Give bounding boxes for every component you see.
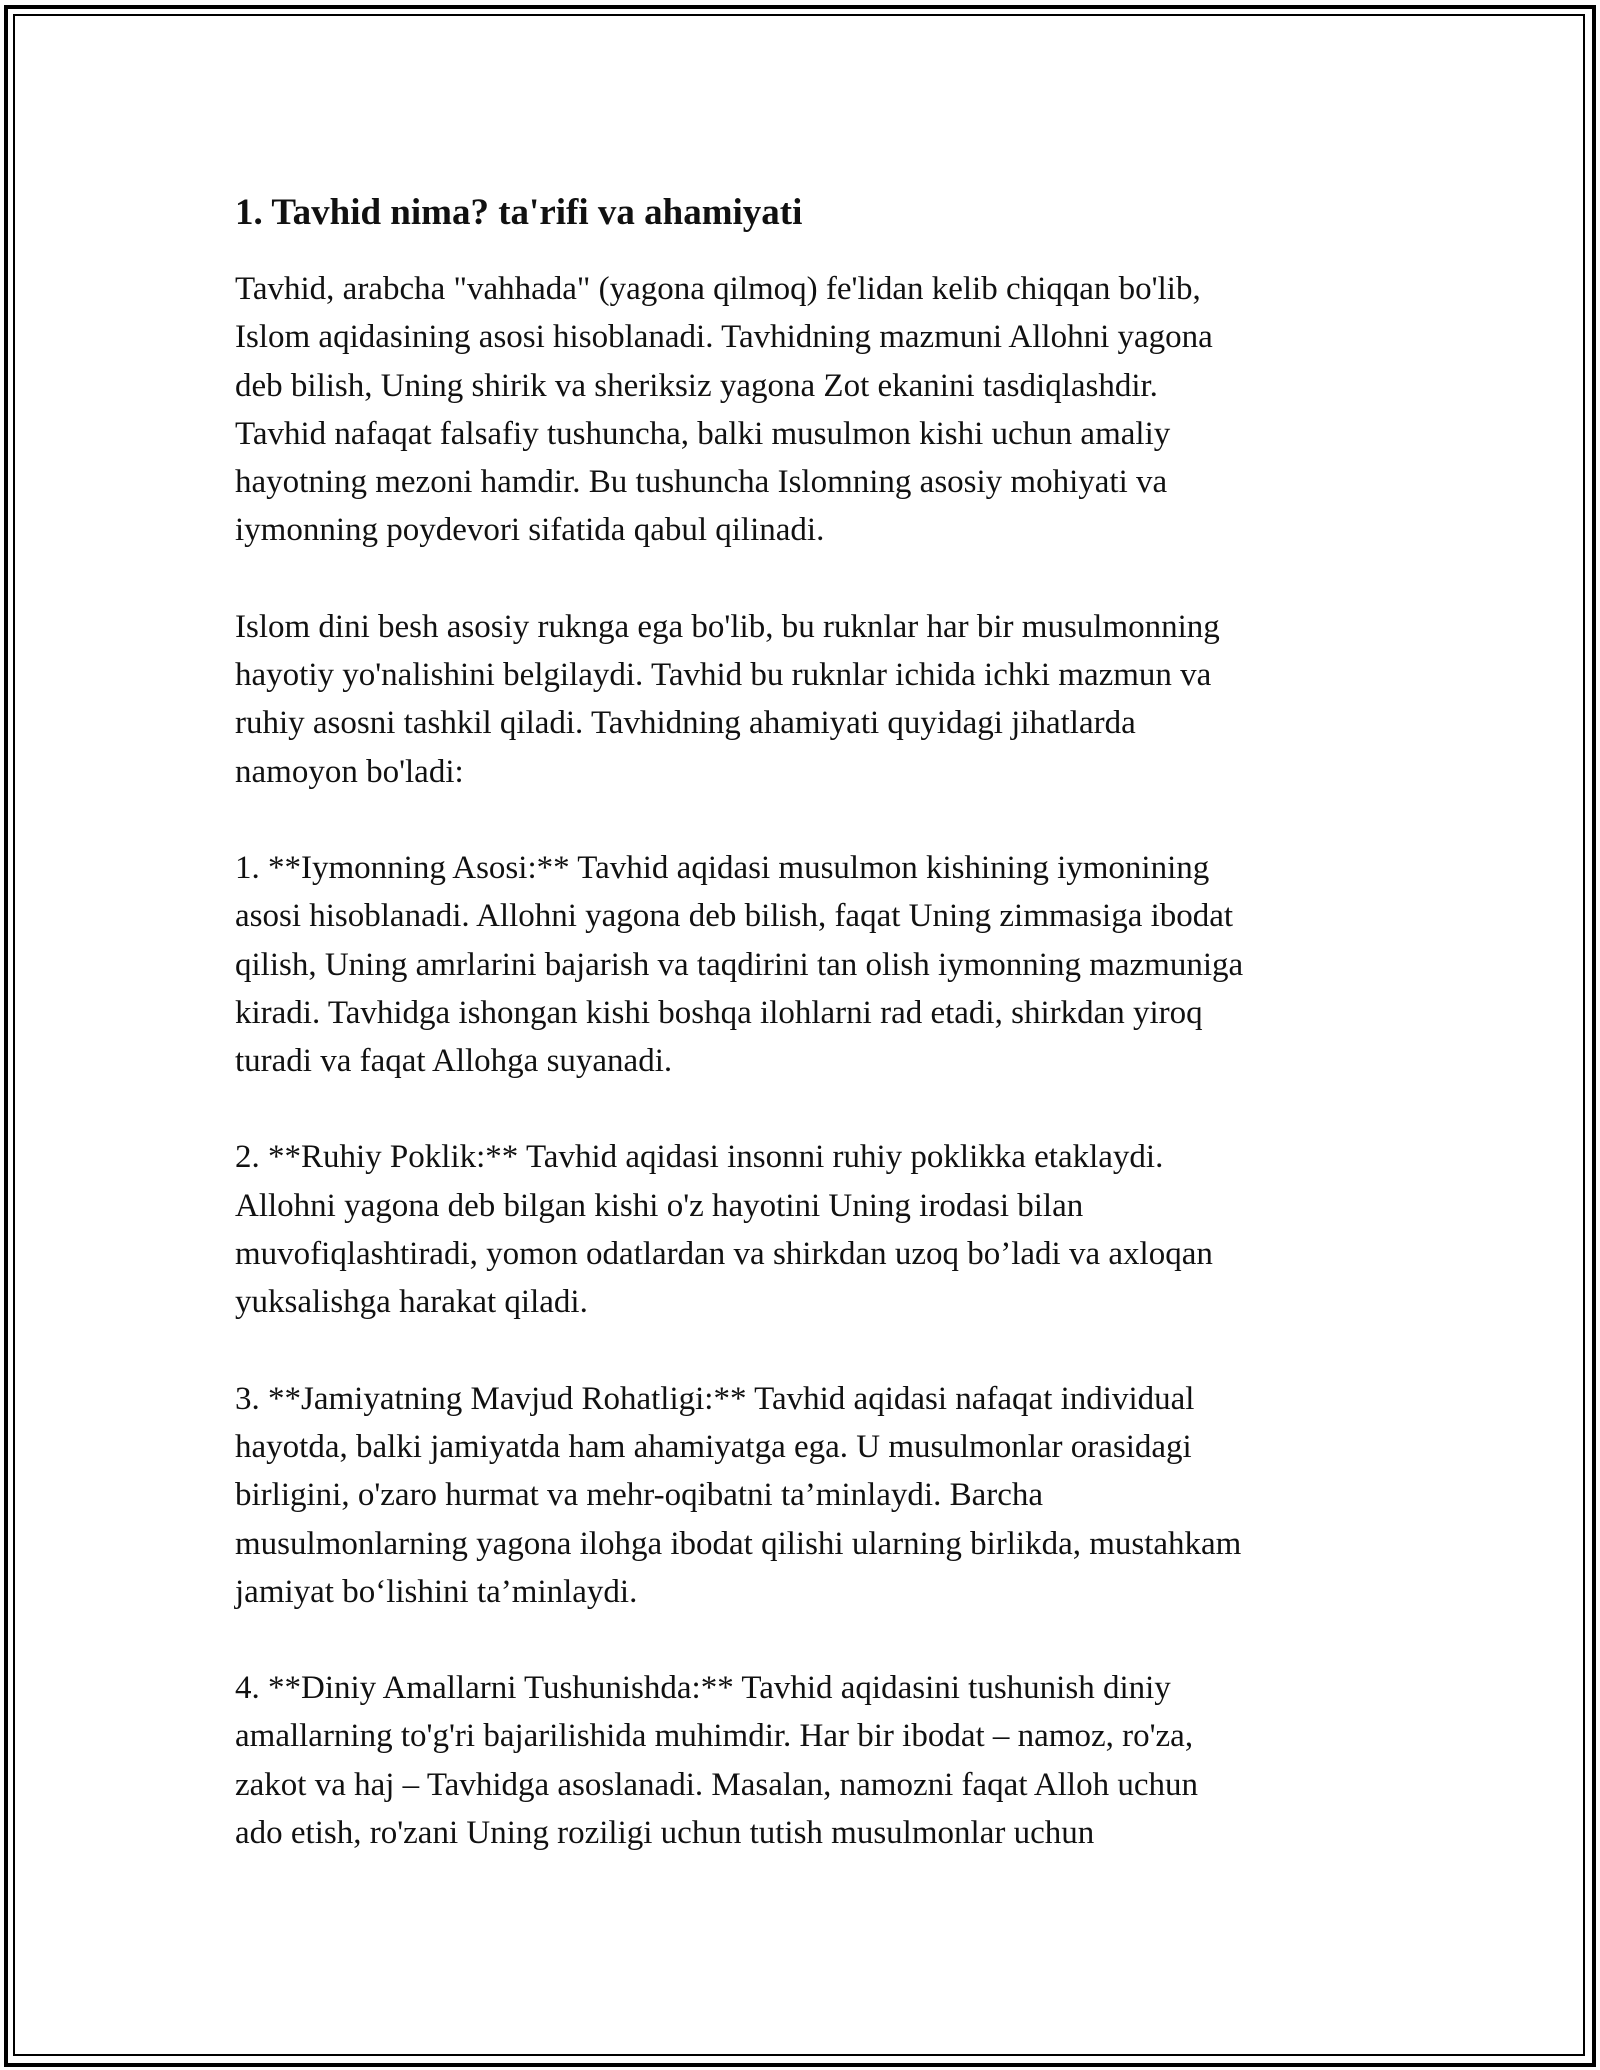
paragraph-point-1: 1. **Iymonning Asosi:** Tavhid aqidasi musulmon kishining iymonining asosi hisoblanadi. Allohni yagona deb bilish, faqat Uning zimmasiga ibodat qilish, Uning amrlarini bajarish va taqdirini tan olish iymonning mazmuniga kiradi. Tavhidga ishongan kishi boshqa ilohlarni rad etadi, shirkdan yiroq turadi va faqat Allohga suyanadi. — [235, 849, 1244, 1080]
paragraph-point-4: 4. **Diniy Amallarni Tushunishda:** Tavhid aqidasini tushunish diniy amallarning to'g'ri bajarilishida muhimdir. Har bir ibodat – namoz, ro'za, zakot va haj – Tavhidga asoslanadi. Masalan, namozni faqat Alloh uchun ado etish, ro'zani Uning roziligi uchun tutish musulmonlar uchun — [235, 1670, 1198, 1852]
paragraph-point-3: 3. **Jamiyatning Mavjud Rohatligi:** Tavhid aqidasi nafaqat individual hayotda, balki jamiyatda ham ahamiyatga ega. U musulmonlar orasidagi birligini, o'zaro hurmat va mehr-oqibatni ta’minlaydi. Barcha musulmonlarning yagona ilohga ibodat qilishi ularning birlikda, mustahkam jamiyat bo‘lishini ta’minlaydi. — [235, 1380, 1242, 1610]
paragraph-pillars: Islom dini besh asosiy ruknga ega bo'lib, bu ruknlar har bir musulmonning hayotiy yo'nalishini belgilaydi. Tavhid bu ruknlar ichida ichki mazmun va ruhiy asosni tashkil qiladi. Tavhidning ahamiyati quyidagi jihatlarda namoyon bo'ladi: — [235, 608, 1220, 790]
section-heading: 1. Tavhid nima? ta'rifi va ahamiyati — [235, 192, 803, 233]
paragraph-point-2: 2. **Ruhiy Poklik:** Tavhid aqidasi insonni ruhiy poklikka etaklaydi. Allohni yagona deb bilgan kishi o'z hayotini Uning irodasi bilan muvofiqlashtiradi, yomon odatlardan va shirkdan uzoq bo’ladi va axloqan yuksalishga harakat qiladi. — [235, 1139, 1213, 1321]
document-body — [235, 185, 1365, 1857]
paragraph-intro: Tavhid, arabcha "vahhada" (yagona qilmoq) fe'lidan kelib chiqqan bo'lib, Islom aqidasining asosi hisoblanadi. Tavhidning mazmuni Allohni yagona deb bilish, Uning shirik va sheriksiz yagona Zot ekanini tasdiqlashdir. Tavhid nafaqat falsafiy tushuncha, balki musulmon kishi uchun amaliy hayotning mezoni hamdir. Bu tushuncha Islomning asosiy mohiyati va iymonning poydevori sifatida qabul qilinadi. — [235, 271, 1213, 549]
